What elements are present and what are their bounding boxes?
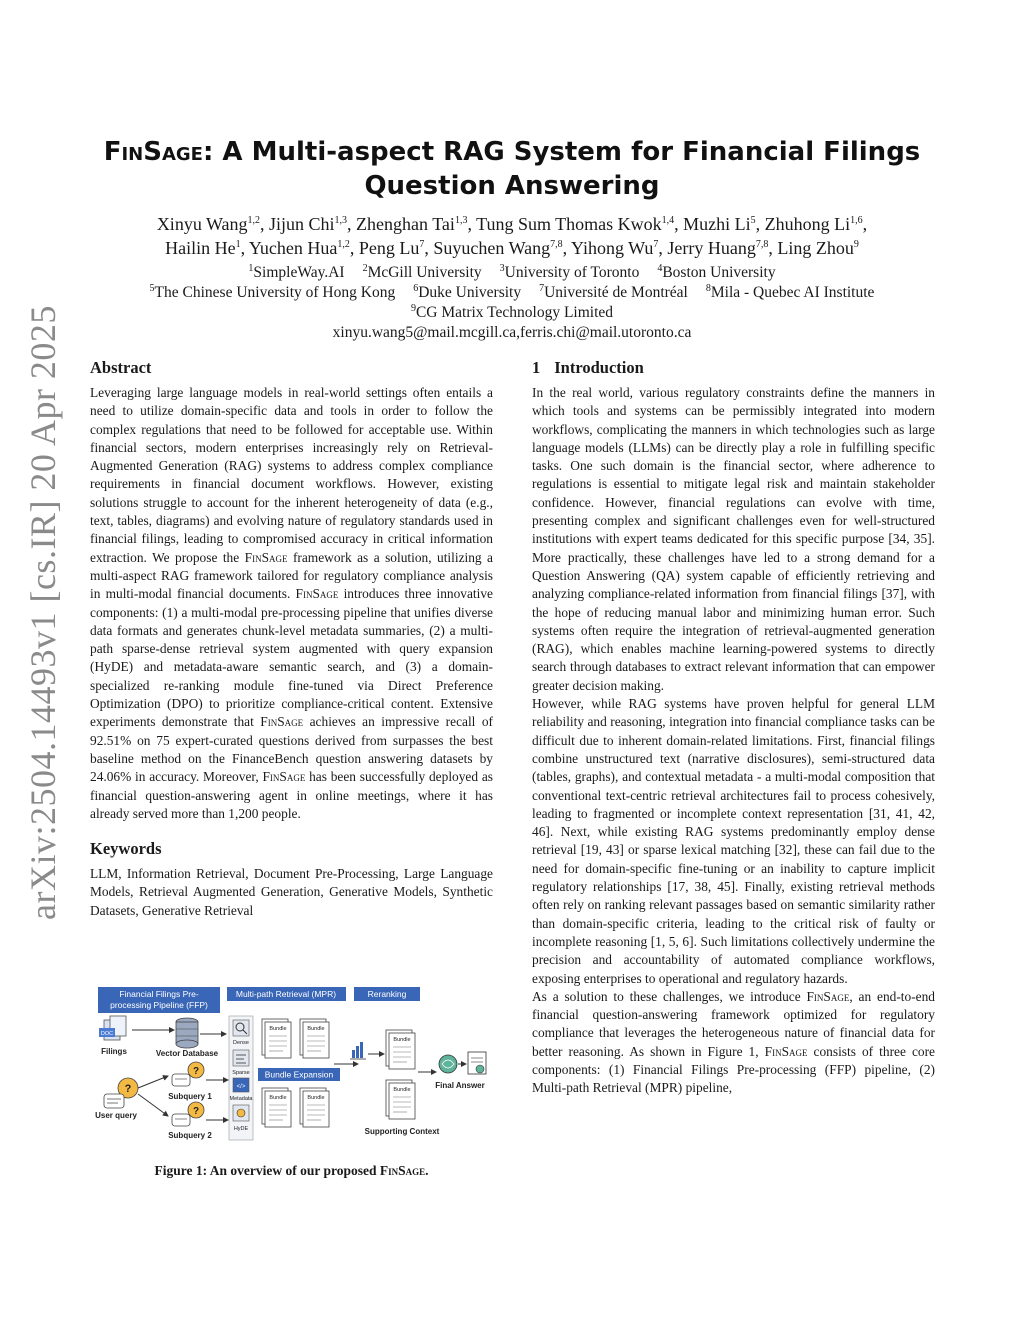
svg-text:?: ? (124, 1083, 132, 1095)
title-system-name: FinSage (103, 137, 203, 167)
author-name: Hailin He$^1$ (165, 238, 241, 258)
bundle-expansion-label: Bundle Expansion (264, 1069, 334, 1080)
affiliation-item: $^5$The Chinese University of Hong Kong (149, 282, 396, 301)
author-emails: xinyu.wang5@mail.mcgill.ca,ferris.chi@mail.utoronto.ca (332, 324, 692, 341)
metadata-retriever-icon (233, 1078, 249, 1092)
intro-paragraph-3: As a solution to these challenges, we introduce FinSage, an end-to-end financial question-answering framework optimized for regulatory compliance that leverages the heterogeneous nature of financial data for better reasoning. As shown in Figure 1, FinSage consists of three core components: (1) Financial Filings Pre-processing (FFP) pipeline, (2) Multi-path Retrieval (MPR) pipeline, (532, 988, 935, 1096)
svg-text:Bundle: Bundle (269, 1095, 287, 1101)
subquery-2-label: Subquery 2 (168, 1131, 212, 1140)
title-rest: : A Multi-aspect RAG System for Financial Filings Question Answering (202, 137, 921, 201)
bundle-bottom-2 (300, 1088, 329, 1127)
author-name: Zhenghan Tai$^{1,3}$ (356, 214, 468, 234)
author-name: Yihong Wu$^7$ (570, 238, 659, 258)
section-number: 1 (532, 358, 541, 377)
author-name: Ling Zhou$^9$ (777, 238, 859, 258)
figure-1-caption: Figure 1: An overview of our proposed FinSage. (154, 1163, 429, 1178)
mpr-header-label: Multi-path Retrieval (MPR) (235, 989, 337, 999)
svg-text:?: ? (192, 1106, 200, 1117)
figure-1-diagram (90, 984, 493, 1146)
doc-badge: DOC (100, 1031, 114, 1037)
author-name: Tung Sum Thomas Kwok$^{1,4}$ (476, 214, 675, 234)
supporting-bundle-1 (386, 1030, 415, 1069)
affiliation-line-3 (60, 303, 964, 323)
final-answer-icon (468, 1052, 486, 1074)
affiliation-line-1 (60, 263, 964, 283)
vector-database-icon (176, 1018, 198, 1048)
affiliation-item: $^9$CG Matrix Technology Limited (410, 302, 614, 321)
subquery-2-icon (172, 1102, 204, 1126)
affiliation-item: $^8$Mila - Quebec AI Institute (705, 282, 875, 301)
author-name: Peng Lu$^7$ (358, 238, 425, 258)
author-name: Yuchen Hua$^{1,2}$ (248, 238, 350, 258)
arxiv-identifier: arXiv:2504.14493v1 [cs.IR] 20 Apr 2025 (23, 305, 63, 920)
metadata-label: Metadata (229, 1096, 253, 1102)
author-name: Muzhi Li$^5$ (683, 214, 756, 234)
bundle-top-2 (300, 1019, 329, 1058)
dense-retriever-icon (233, 1020, 249, 1036)
user-query-icon (104, 1078, 138, 1108)
affiliation-list (60, 263, 964, 343)
affiliation-item: $^4$Boston University (657, 262, 776, 281)
abstract-heading: Abstract (90, 358, 152, 377)
rerank-header-label: Reranking (367, 989, 407, 999)
author-name: Suyuchen Wang$^{7,8}$ (433, 238, 563, 258)
sparse-retriever-icon (233, 1050, 249, 1066)
dense-label: Dense (233, 1040, 249, 1046)
filings-icon (99, 1016, 126, 1040)
svg-text:?: ? (192, 1066, 200, 1077)
intro-paragraph-2: However, while RAG systems have proven helpful for general LLM reliability and reasoning, integration into financial compliance tasks can be difficult due to inherent domain-related limitations. First, financial filings combine unstructured text (narrative disclosures), semi-structured data (tables, graphs), and contextual metadata - a multi-modal composition that conventional text-centric retrieval architectures fail to process cohesively, leading to fragmented or incomplete context representation [31, 41, 42, 46]. Next, while existing RAG systems predominantly employ dense retrieval [19, 43] or sparse lexical matching [32], these can fail due to the need for domain-specific fine-tuning or an inability to capture implicit regulatory relationships [17, 38, 45]. Finally, existing retrieval methods often rely on ranking relevant passages based on semantic similarity rather than domain-specific criteria, leading to the critical risk of faulty or incomplete reasoning [1, 5, 6]. Such limitations collectively undermine the precision and accountability of automated compliance workflows, exposing enterprises to operational and regulatory hazards. (532, 696, 935, 986)
section-title: Introduction (554, 358, 644, 377)
left-column (90, 358, 493, 920)
right-column (532, 358, 935, 1098)
subquery-1-icon (172, 1062, 204, 1086)
affiliation-line-2 (60, 283, 964, 303)
filings-label: Filings (101, 1047, 127, 1056)
svg-text:Bundle: Bundle (307, 1095, 325, 1101)
bundle-bottom-1 (262, 1088, 291, 1127)
author-line-2: Hailin He$^1$, Yuchen Hua$^{1,2}$, Peng Lu$^7$, Suyuchen Wang$^{7,8}$, Yihong Wu$^7$, Jerry Huang$^{7,8}$, Ling Zhou$^9$ (165, 238, 859, 258)
intro-paragraph-1: In the real world, various regulatory constraints define the manners in which tools and systems can be permissibly integrated into modern workflows, complicating the manners in which technologies such as large language models (LLMs) can be directly play a role in fulfilling specific tasks. One such domain is the financial sector, where adherence to regulations is essential to mitigate legal risk and maintain stakeholder confidence. However, financial regulations can evolve with time, presenting complex and significant challenges even for well-structured institutions with expert teams dedicated for this specific purpose [34, 35]. More practically, these challenges have led to a strong demand for a Question Answering (QA) system capable of efficiently retrieving and analyzing compliance-related information from financial filings [37], with the hope of reducing manual labor and minimizing human error. Such systems often require the integration of retrieval-augmented generation (RAG), which enables machine learning-powered systems to directly search through databases to extract relevant information that can empower greater decision making. (532, 385, 935, 693)
figure-1-overview (90, 984, 493, 1146)
llm-brain-icon (439, 1055, 457, 1073)
svg-text:Bundle: Bundle (393, 1087, 411, 1093)
sparse-label: Sparse (232, 1070, 250, 1076)
ffp-header-line1: Financial Filings Pre- (119, 989, 199, 999)
author-name: Xinyu Wang$^{1,2}$ (156, 214, 261, 234)
affiliation-item: $^6$Duke University (413, 282, 522, 301)
author-list (60, 212, 964, 260)
affiliation-item: $^1$SimpleWay.AI (248, 262, 345, 281)
user-query-label: User query (95, 1111, 137, 1120)
author-line-1: Xinyu Wang$^{1,2}$, Jijun Chi$^{1,3}$, Zhenghan Tai$^{1,3}$, Tung Sum Thomas Kwok$^{1,4}$, Muzhi Li$^5$, Zhuhong Li$^{1,6}$, (156, 214, 868, 234)
author-name: Jerry Huang$^{7,8}$ (667, 238, 769, 258)
ffp-header-line2: processing Pipeline (FFP) (110, 1000, 208, 1010)
abstract-text: Leveraging large language models in real-world settings often entails a need to utilize domain-specific data and tools in order to follow the complex regulations that need to be followed for acceptable use. Within financial sectors, modern enterprises increasingly rely on Retrieval-Augmented Generation (RAG) systems to address complex compliance requirements in financial document workflows. However, existing solutions struggle to account for the inherent heterogeneity of data (e.g., text, tables, diagrams) and evolving nature of regulatory standards used in financial filings, leading to compromised accuracy in critical information extraction. We propose the FinSage framework as a solution, utilizing a multi-aspect RAG framework tailored for regulatory compliance analysis in multi-modal financial documents. FinSage introduces three innovative components: (1) a multi-modal pre-processing pipeline that unifies diverse data formats and generates chunk-level metadata summaries, (2) a multi-path sparse-dense retrieval system augmented with query expansion (HyDE) and metadata-aware semantic search, and (3) a domain-specialized re-ranking module fine-tuned via Direct Preference Optimization (DPO) to prioritize compliance-critical content. Extensive experiments demonstrate that FinSage achieves an impressive recall of 92.51% on 75 expert-curated questions derived from surpasses the best baseline method on the FinanceBench question answering datasets by 24.06% in accuracy. Moreover, FinSage has been successfully deployed as financial question-answering agent in online meetings, where it has already served more than 1,200 people. (90, 385, 493, 821)
svg-text:Bundle: Bundle (269, 1026, 287, 1032)
affiliation-item: $^7$Université de Montréal (539, 282, 688, 301)
supporting-context-label: Supporting Context (364, 1127, 440, 1136)
affiliation-item: $^3$University of Toronto (499, 262, 640, 281)
introduction-heading (532, 358, 935, 378)
svg-text:Bundle: Bundle (393, 1037, 411, 1043)
affiliation-item: $^2$McGill University (362, 262, 482, 281)
keywords-text: LLM, Information Retrieval, Document Pre-Processing, Large Language Models, Retrieval Augmented Generation, Generative Models, Synthetic Datasets, Generative Retrieval (90, 866, 493, 918)
hyde-label: HyDE (233, 1126, 249, 1132)
hyde-retriever-icon (233, 1105, 249, 1121)
author-name: Zhuhong Li$^{1,6}$ (764, 214, 863, 234)
supporting-bundle-2 (386, 1080, 415, 1119)
subquery-1-label: Subquery 1 (168, 1092, 212, 1101)
vector-database-label: Vector Database (155, 1049, 219, 1058)
svg-text:</>: </> (236, 1084, 246, 1090)
final-answer-label: Final Answer (435, 1081, 485, 1090)
keywords-heading: Keywords (90, 839, 162, 859)
bundle-top-1 (262, 1019, 291, 1058)
svg-text:Bundle: Bundle (307, 1026, 325, 1032)
reranker-chart-icon (350, 1042, 366, 1059)
paper-title (80, 135, 944, 203)
author-name: Jijun Chi$^{1,3}$ (269, 214, 348, 234)
